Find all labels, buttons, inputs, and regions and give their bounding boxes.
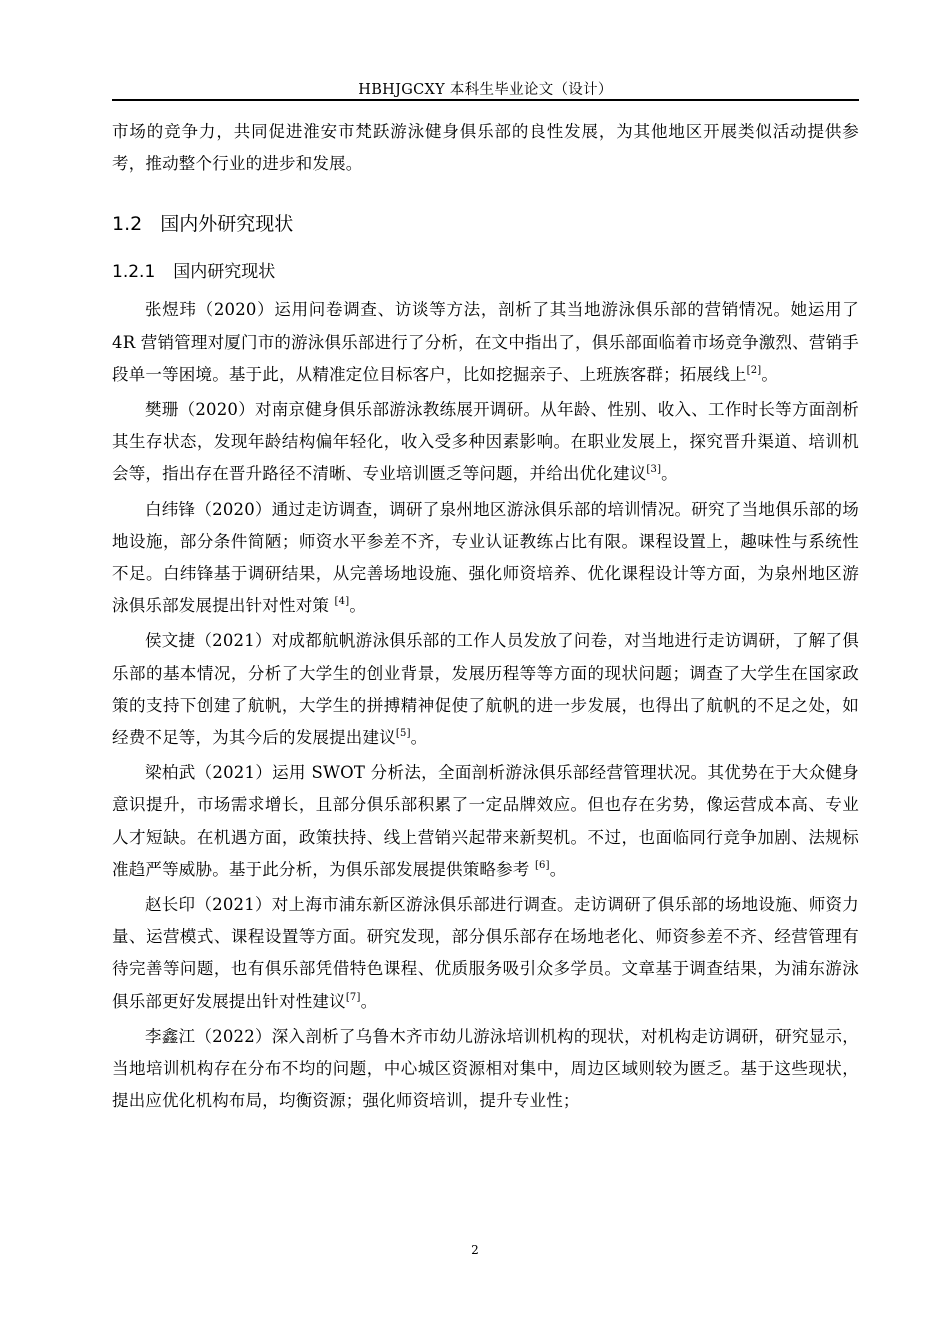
paragraph-text: 侯文捷（2021）对成都航帆游泳俱乐部的工作人员发放了问卷，对当地进行走访调研，了解了俱乐部的基本情况，分析了大学生的创业背景，发展历程等等方面的现状问题；调查了大学生在国家政策的支持下创建了航帆，大学生的拼搏精神促使了航帆的进一步发展，也得出了航帆的不足之处，如经费不足等，为其今后的发展提出建议 xyxy=(112,631,859,748)
paragraph-fan xyxy=(112,394,859,491)
document-body xyxy=(112,116,859,1120)
section-number: 1.2 xyxy=(112,213,143,236)
paragraph-liang xyxy=(112,757,859,886)
section-title: 国内外研究现状 xyxy=(160,213,294,236)
paragraph-tail: 。 xyxy=(549,859,567,879)
citation-ref: [5] xyxy=(395,728,411,740)
subsection-heading xyxy=(112,254,859,290)
paragraph-tail: 。 xyxy=(360,991,378,1011)
subsection-title: 国内研究现状 xyxy=(173,262,276,283)
citation-ref: [7] xyxy=(345,991,361,1003)
paragraph-hou xyxy=(112,625,859,754)
page-number: 2 xyxy=(471,1243,479,1257)
citation-ref: [3] xyxy=(646,464,662,476)
paragraph-zhang xyxy=(112,294,859,391)
subsection-number: 1.2.1 xyxy=(112,262,156,283)
paragraph-text: 樊珊（2020）对南京健身俱乐部游泳教练展开调研。从年龄、性别、收入、工作时长等方面剖析其生存状态，发现年龄结构偏年轻化，收入受多种因素影响。在职业发展上，探究晋升渠道、培训机会等，指出存在晋升路径不清晰、专业培训匮乏等问题，并给出优化建议 xyxy=(112,400,859,484)
paragraph-tail: 。 xyxy=(349,596,367,616)
paragraph-tail: 。 xyxy=(410,728,428,748)
page-header-title: HBHJGCXY 本科生毕业论文（设计） xyxy=(358,82,613,98)
intro-paragraph: 市场的竞争力，共同促进淮安市梵跃游泳健身俱乐部的良性发展，为其他地区开展类似活动提供参考，推动整个行业的进步和发展。 xyxy=(112,122,859,174)
header-rule xyxy=(112,99,859,101)
paragraph-bai xyxy=(112,494,859,623)
paragraph-text: 梁柏武（2021）运用 SWOT 分析法，全面剖析游泳俱乐部经营管理状况。其优势在于大众健身意识提升，市场需求增长，且部分俱乐部积累了一定品牌效应。但也存在劣势，像运营成本高、专业人才短缺。在机遇方面，政策扶持、线上营销兴起带来新契机。不过，也面临同行竞争加剧、法规标准趋严等威胁。基于此分析，为俱乐部发展提供策略参考 xyxy=(112,763,859,879)
citation-ref: [6] xyxy=(534,859,550,871)
paragraph-li xyxy=(112,1021,859,1118)
paragraph-text: 赵长印（2021）对上海市浦东新区游泳俱乐部进行调查。走访调研了俱乐部的场地设施、师资力量、运营模式、课程设置等方面。研究发现，部分俱乐部存在场地老化、师资参差不齐、经营管理有待完善等问题，也有俱乐部凭借特色课程、优质服务吸引众多学员。文章基于调查结果，为浦东游泳俱乐部更好发展提出针对性建议 xyxy=(112,895,859,1011)
paragraph-text: 李鑫江（2022）深入剖析了乌鲁木齐市幼儿游泳培训机构的现状，对机构走访调研，研究显示，当地培训机构存在分布不均的问题，中心城区资源相对集中，周边区域则较为匮乏。基于这些现状，提出应优化机构布局，均衡资源；强化师资培训，提升专业性； xyxy=(112,1026,859,1111)
citation-ref: [2] xyxy=(746,364,762,376)
paragraph-text: 白纬锋（2020）通过走访调查，调研了泉州地区游泳俱乐部的培训情况。研究了当地俱乐部的场地设施，部分条件简陋；师资水平参差不齐，专业认证教练占比有限。课程设置上，趣味性与系统性不足。白纬锋基于调研结果，从完善场地设施、强化师资培养、优化课程设计等方面，为泉州地区游泳俱乐部发展提出针对性对策 xyxy=(112,499,859,616)
citation-ref: [4] xyxy=(334,596,350,608)
paragraph-text: 张煜玮（2020）运用问卷调查、访谈等方法，剖析了其当地游泳俱乐部的营销情况。她运用了 4R 营销管理对厦门市的游泳俱乐部进行了分析，在文中指出了，俱乐部面临着市场竞争激烈、营销手段单一等困境。基于此，从精准定位目标客户，比如挖掘亲子、上班族客群；拓展线上 xyxy=(112,300,859,384)
section-heading xyxy=(112,204,859,244)
paragraph-tail: 。 xyxy=(661,464,678,484)
paragraph-zhao xyxy=(112,889,859,1018)
paragraph-tail: 。 xyxy=(761,364,779,384)
